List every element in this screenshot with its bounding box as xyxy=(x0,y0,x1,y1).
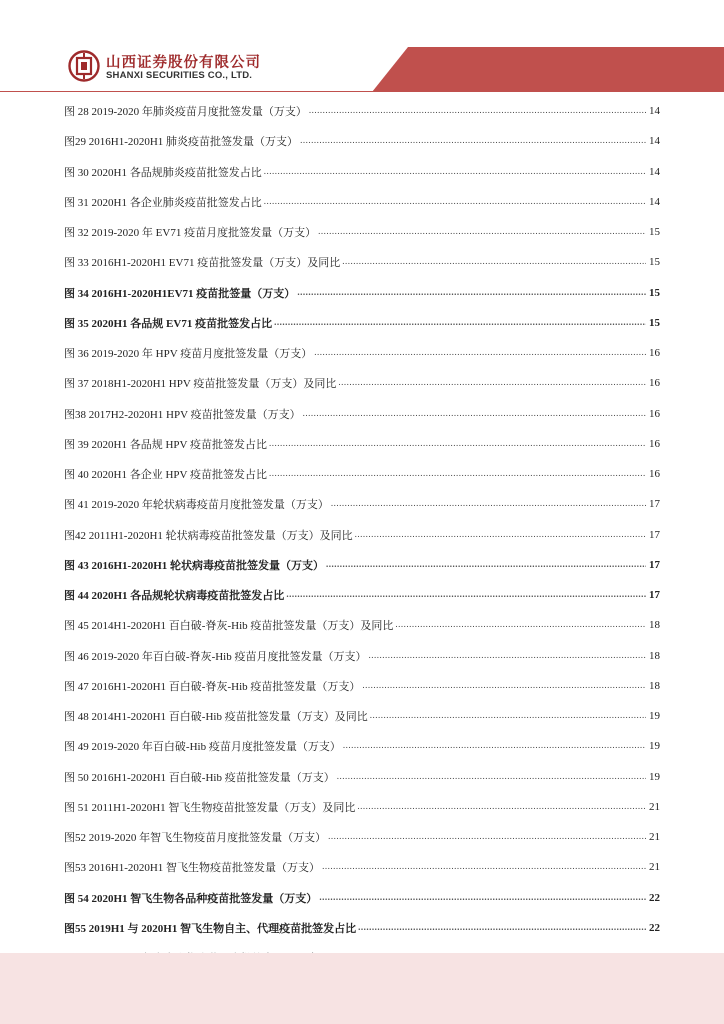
toc-dot-leader xyxy=(269,468,646,478)
toc-entry[interactable] xyxy=(64,822,660,852)
toc-dot-leader xyxy=(328,831,646,841)
toc-entry[interactable] xyxy=(64,399,660,429)
toc-dot-leader xyxy=(264,196,646,206)
toc-dot-leader xyxy=(319,892,646,902)
toc-dot-leader xyxy=(314,347,646,357)
toc-entry[interactable] xyxy=(64,338,660,368)
toc-entry[interactable] xyxy=(64,852,660,882)
toc-entry-title: 图 36 2019-2020 年 HPV 疫苗月度批签发量（万支） xyxy=(64,348,313,361)
toc-entry[interactable] xyxy=(64,308,660,338)
toc-entry-title: 图 43 2016H1-2020H1 轮状病毒疫苗批签发量（万支） xyxy=(64,559,325,572)
toc-dot-leader xyxy=(362,680,646,690)
toc-entry[interactable] xyxy=(64,459,660,489)
toc-entry-page-number: 17 xyxy=(649,498,660,511)
toc-entry-title: 图29 2016H1-2020H1 肺炎疫苗批签发量（万支） xyxy=(64,136,299,149)
toc-entry-page-number: 19 xyxy=(649,770,660,783)
toc-dot-leader xyxy=(395,619,646,629)
page-header xyxy=(0,0,724,92)
toc-entry-title: 图 41 2019-2020 年轮状病毒疫苗月度批签发量（万支） xyxy=(64,499,329,512)
toc-entry[interactable] xyxy=(64,247,660,277)
toc-dot-leader xyxy=(342,256,646,266)
toc-entry-page-number: 15 xyxy=(649,256,660,269)
toc-entry-page-number: 21 xyxy=(649,831,660,844)
toc-entry[interactable] xyxy=(64,701,660,731)
toc-entry[interactable] xyxy=(64,126,660,156)
toc-entry-title: 图 48 2014H1-2020H1 百白破-Hib 疫苗批签发量（万支）及同比 xyxy=(64,711,368,724)
toc-entry-page-number: 14 xyxy=(649,135,660,148)
toc-entry[interactable] xyxy=(64,520,660,550)
toc-entry-title: 图 35 2020H1 各品规 EV71 疫苗批签发占比 xyxy=(64,317,273,330)
toc-entry-title: 图 54 2020H1 智飞生物各品种疫苗批签发量（万支） xyxy=(64,892,318,905)
toc-dot-leader xyxy=(355,529,646,539)
toc-entry-title: 图 33 2016H1-2020H1 EV71 疫苗批签发量（万支）及同比 xyxy=(64,257,341,270)
toc-entry-title: 图 32 2019-2020 年 EV71 疫苗月度批签发量（万支） xyxy=(64,227,317,240)
toc-entry[interactable] xyxy=(64,278,660,308)
toc-entry[interactable] xyxy=(64,429,660,459)
toc-entry-title: 图 28 2019-2020 年肺炎疫苗月度批签发量（万支） xyxy=(64,106,307,119)
toc-entry-page-number: 15 xyxy=(649,226,660,239)
toc-entry-page-number: 19 xyxy=(649,740,660,753)
toc-dot-leader xyxy=(300,135,646,145)
toc-entry-title: 图 51 2011H1-2020H1 智飞生物疫苗批签发量（万支）及同比 xyxy=(64,801,356,814)
toc-dot-leader xyxy=(297,287,646,297)
toc-entry-title: 图 34 2016H1-2020H1EV71 疫苗批签量（万支） xyxy=(64,287,296,300)
toc-entry-page-number: 14 xyxy=(649,165,660,178)
toc-entry[interactable] xyxy=(64,217,660,247)
toc-entry-page-number: 22 xyxy=(649,891,660,904)
toc-entry-title: 图42 2011H1-2020H1 轮状病毒疫苗批签发量（万支）及同比 xyxy=(64,529,353,542)
toc-entry[interactable] xyxy=(64,731,660,761)
toc-dot-leader xyxy=(338,377,646,387)
toc-entry-page-number: 19 xyxy=(649,710,660,723)
toc-entry[interactable] xyxy=(64,792,660,822)
toc-dot-leader xyxy=(322,861,646,871)
toc-entry-page-number: 22 xyxy=(649,921,660,934)
toc-entry-title: 图 40 2020H1 各企业 HPV 疫苗批签发占比 xyxy=(64,469,267,482)
toc-dot-leader xyxy=(264,166,646,176)
toc-entry[interactable] xyxy=(64,489,660,519)
toc-entry-title: 图 44 2020H1 各品规轮状病毒疫苗批签发占比 xyxy=(64,590,285,603)
toc-entry-page-number: 15 xyxy=(649,316,660,329)
toc-dot-leader xyxy=(318,226,646,236)
page-footer-band xyxy=(0,953,724,1024)
toc-entry[interactable] xyxy=(64,762,660,792)
toc-entry-page-number: 14 xyxy=(649,195,660,208)
toc-entry-title: 图55 2019H1 与 2020H1 智飞生物自主、代理疫苗批签发占比 xyxy=(64,922,357,935)
toc-dot-leader xyxy=(358,922,646,932)
toc-entry-page-number: 17 xyxy=(649,528,660,541)
toc-entry-title: 图 31 2020H1 各企业肺炎疫苗批签发占比 xyxy=(64,196,262,209)
toc-entry[interactable] xyxy=(64,187,660,217)
toc-dot-leader xyxy=(357,801,646,811)
toc-entry-page-number: 21 xyxy=(649,861,660,874)
toc-entry[interactable] xyxy=(64,368,660,398)
toc-entry-title: 图 37 2018H1-2020H1 HPV 疫苗批签发量（万支）及同比 xyxy=(64,378,337,391)
toc-entry-title: 图 30 2020H1 各品规肺炎疫苗批签发占比 xyxy=(64,166,262,179)
company-name-en: SHANXI SECURITIES CO., LTD. xyxy=(106,70,253,81)
toc-entry-title: 图 45 2014H1-2020H1 百白破-脊灰-Hib 疫苗批签发量（万支）及同比 xyxy=(64,620,394,633)
toc-dot-leader xyxy=(286,589,646,599)
toc-dot-leader xyxy=(331,498,646,508)
toc-entry-title: 图 49 2019-2020 年百白破-Hib 疫苗月度批签发量（万支） xyxy=(64,741,341,754)
toc-entry-title: 图 46 2019-2020 年百白破-脊灰-Hib 疫苗月度批签发量（万支） xyxy=(64,650,367,663)
toc-entry-title: 图 47 2016H1-2020H1 百白破-脊灰-Hib 疫苗批签发量（万支） xyxy=(64,680,361,693)
toc-entry-page-number: 16 xyxy=(649,468,660,481)
toc-entry-page-number: 16 xyxy=(649,407,660,420)
toc-dot-leader xyxy=(303,408,646,418)
toc-dot-leader xyxy=(337,771,646,781)
toc-entry-title: 图53 2016H1-2020H1 智飞生物疫苗批签发量（万支） xyxy=(64,862,321,875)
toc-entry[interactable] xyxy=(64,641,660,671)
toc-entry[interactable] xyxy=(64,550,660,580)
toc-entry-page-number: 18 xyxy=(649,679,660,692)
toc-entry[interactable] xyxy=(64,913,660,943)
toc-dot-leader xyxy=(274,317,646,327)
company-name-cn: 山西证券股份有限公司 xyxy=(106,55,261,71)
toc-entry-page-number: 17 xyxy=(649,558,660,571)
figure-list xyxy=(64,96,660,973)
toc-entry-page-number: 16 xyxy=(649,347,660,360)
toc-entry-page-number: 15 xyxy=(649,286,660,299)
toc-dot-leader xyxy=(309,105,646,115)
toc-entry-title: 图 39 2020H1 各品规 HPV 疫苗批签发占比 xyxy=(64,438,267,451)
toc-entry-title: 图 50 2016H1-2020H1 百白破-Hib 疫苗批签发量（万支） xyxy=(64,771,335,784)
toc-entry[interactable] xyxy=(64,580,660,610)
toc-entry-title: 图38 2017H2-2020H1 HPV 疫苗批签发量（万支） xyxy=(64,408,301,421)
shanxi-securities-logo-icon xyxy=(68,50,100,82)
toc-entry[interactable] xyxy=(64,157,660,187)
toc-entry-title: 图52 2019-2020 年智飞生物疫苗月度批签发量（万支） xyxy=(64,832,327,845)
toc-dot-leader xyxy=(343,740,646,750)
toc-entry-page-number: 16 xyxy=(649,437,660,450)
toc-dot-leader xyxy=(370,710,646,720)
toc-entry-page-number: 17 xyxy=(649,589,660,602)
toc-dot-leader xyxy=(326,559,646,569)
toc-entry-page-number: 16 xyxy=(649,377,660,390)
toc-dot-leader xyxy=(269,438,646,448)
toc-entry-page-number: 21 xyxy=(649,800,660,813)
toc-dot-leader xyxy=(369,650,647,660)
toc-entry[interactable] xyxy=(64,96,660,126)
toc-entry-page-number: 14 xyxy=(649,105,660,118)
toc-entry[interactable] xyxy=(64,883,660,913)
toc-entry-page-number: 18 xyxy=(649,619,660,632)
toc-entry[interactable] xyxy=(64,610,660,640)
toc-entry[interactable] xyxy=(64,671,660,701)
toc-entry-page-number: 18 xyxy=(649,649,660,662)
